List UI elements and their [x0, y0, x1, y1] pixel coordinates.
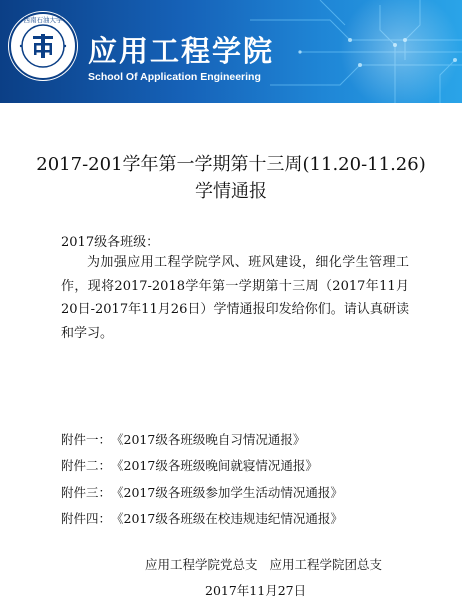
signature-block — [145, 555, 382, 573]
salutation: 2017级各班级： — [61, 235, 160, 250]
attachment-label: 附件二： — [61, 458, 112, 474]
header-banner — [0, 0, 462, 103]
attachment-title: 《2017级各班级晚自习情况通报》 — [111, 432, 306, 447]
attachment-item — [61, 430, 343, 456]
school-name: 应用工程学院 — [88, 34, 275, 68]
signer-youth-league: 应用工程学院团总支 — [269, 557, 383, 572]
attachment-title: 《2017级各班级参加学生活动情况通报》 — [111, 484, 343, 500]
attachment-item — [61, 456, 343, 482]
attachment-title: 《2017级各班级在校违规违纪情况通报》 — [111, 510, 343, 526]
title-line-2: 学情通报 — [195, 181, 267, 202]
attachment-label: 附件一： — [61, 432, 112, 447]
attachment-title: 《2017级各班级晚间就寝情况通报》 — [111, 458, 318, 474]
document-title — [0, 151, 462, 205]
title-line-1: 2017-201学年第一学期第十三周(11.20-11.26) — [36, 154, 426, 175]
issue-date: 2017年11月27日 — [205, 583, 307, 598]
attachment-label: 附件四： — [61, 510, 112, 526]
school-name-english: School Of Application Engineering — [88, 71, 261, 83]
body-paragraph: 为加强应用工程学院学风、班风建设，细化学生管理工作，现将2017-2018学年第一学期第十三周（2017年11月20日-2017年11月26日）学情通报印发给你们。请认真研读和学习。 — [61, 255, 409, 341]
attachment-item — [61, 509, 343, 535]
attachment-list — [61, 430, 343, 535]
seal-text: 西南石油大学 — [23, 16, 63, 24]
university-seal-icon — [7, 10, 79, 82]
attachment-label: 附件三： — [61, 484, 112, 500]
attachment-item — [61, 483, 343, 509]
signer-party-branch: 应用工程学院党总支 — [145, 557, 258, 572]
